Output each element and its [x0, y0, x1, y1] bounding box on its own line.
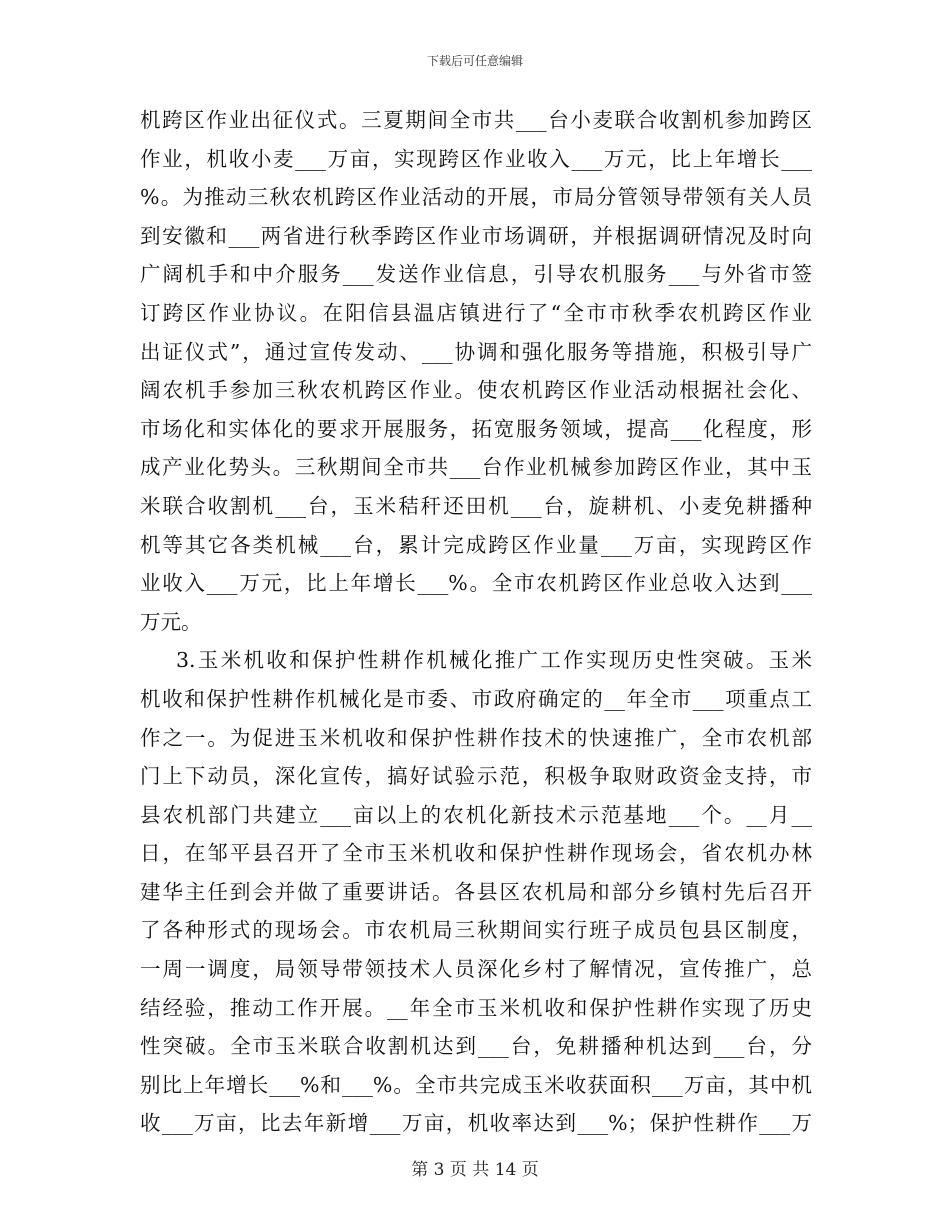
- text-line: 县农机部门共建立___亩以上的农机化新技术示范基地___个。__月__: [140, 802, 812, 827]
- text-line: 门上下动员，深化宣传，搞好试验示范，积极争取财政资金支持，市: [140, 764, 812, 789]
- text-line: 米联合收割机___台，玉米秸秆还田机___台，旋耕机、小麦免耕播种: [140, 493, 812, 518]
- text-line: 建华主任到会并做了重要讲话。各县区农机局和部分乡镇村先后召开: [140, 879, 812, 904]
- text-line: 成产业化势头。三秋期间全市共___台作业机械参加跨区作业，其中玉: [140, 455, 812, 480]
- text-line: 机等其它各类机械___台，累计完成跨区作业量___万亩，实现跨区作: [140, 532, 812, 557]
- text-line: %。为推动三秋农机跨区作业活动的开展，市局分管领导带领有关人员: [140, 185, 812, 210]
- document-body: [140, 101, 812, 1143]
- text-line: 机收和保护性耕作机械化是市委、市政府确定的__年全市___项重点工: [140, 686, 812, 711]
- text-line: 广阔机手和中介服务___发送作业信息，引导农机服务___与外省市签: [140, 262, 812, 287]
- page-header: 下载后可任意编辑: [426, 54, 523, 68]
- text-line: 出证仪式”，通过宣传发动、___协调和强化服务等措施，积极引导广: [140, 339, 812, 364]
- section-heading-line: 3.玉米机收和保护性耕作机械化推广工作实现历史性突破。玉米: [176, 648, 812, 673]
- text-line: 作之一。为促进玉米机收和保护性耕作技术的快速推广，全市农机部: [140, 725, 812, 750]
- text-line: 日，在邹平县召开了全市玉米机收和保护性耕作现场会，省农机办林: [140, 841, 812, 866]
- text-line: 了各种形式的现场会。市农机局三秋期间实行班子成员包县区制度，: [140, 918, 812, 943]
- text-line: 市场化和实体化的要求开展服务，拓宽服务领域，提高___化程度，形: [140, 416, 812, 441]
- text-line: 订跨区作业协议。在阳信县温店镇进行了“全市市秋季农机跨区作业: [140, 300, 812, 325]
- text-line: 到安徽和___两省进行秋季跨区作业市场调研，并根据调研情况及时向: [140, 223, 812, 248]
- text-line: 结经验，推动工作开展。__年全市玉米机收和保护性耕作实现了历史: [140, 995, 812, 1020]
- text-line: 作业，机收小麦___万亩，实现跨区作业收入___万元，比上年增长___: [140, 146, 812, 171]
- text-line: 一周一调度，局领导带领技术人员深化乡村了解情况，宣传推广，总: [140, 957, 812, 982]
- text-line: 业收入___万元，比上年增长___%。全市农机跨区作业总收入达到___: [140, 571, 812, 596]
- text-line: 别比上年增长___%和___%。全市共完成玉米收获面积___万亩，其中机: [140, 1072, 812, 1097]
- page-number-footer: 第 3 页 共 14 页: [411, 1160, 539, 1180]
- text-line: 收___万亩，比去年新增___万亩，机收率达到___%；保护性耕作___万: [140, 1111, 812, 1136]
- text-line: 性突破。全市玉米联合收割机达到___台，免耕播种机达到___台，分: [140, 1034, 812, 1059]
- text-line: 阔农机手参加三秋农机跨区作业。使农机跨区作业活动根据社会化、: [140, 378, 812, 403]
- text-line: 万元。: [140, 609, 202, 634]
- text-line: 机跨区作业出征仪式。三夏期间全市共___台小麦联合收割机参加跨区: [140, 108, 812, 132]
